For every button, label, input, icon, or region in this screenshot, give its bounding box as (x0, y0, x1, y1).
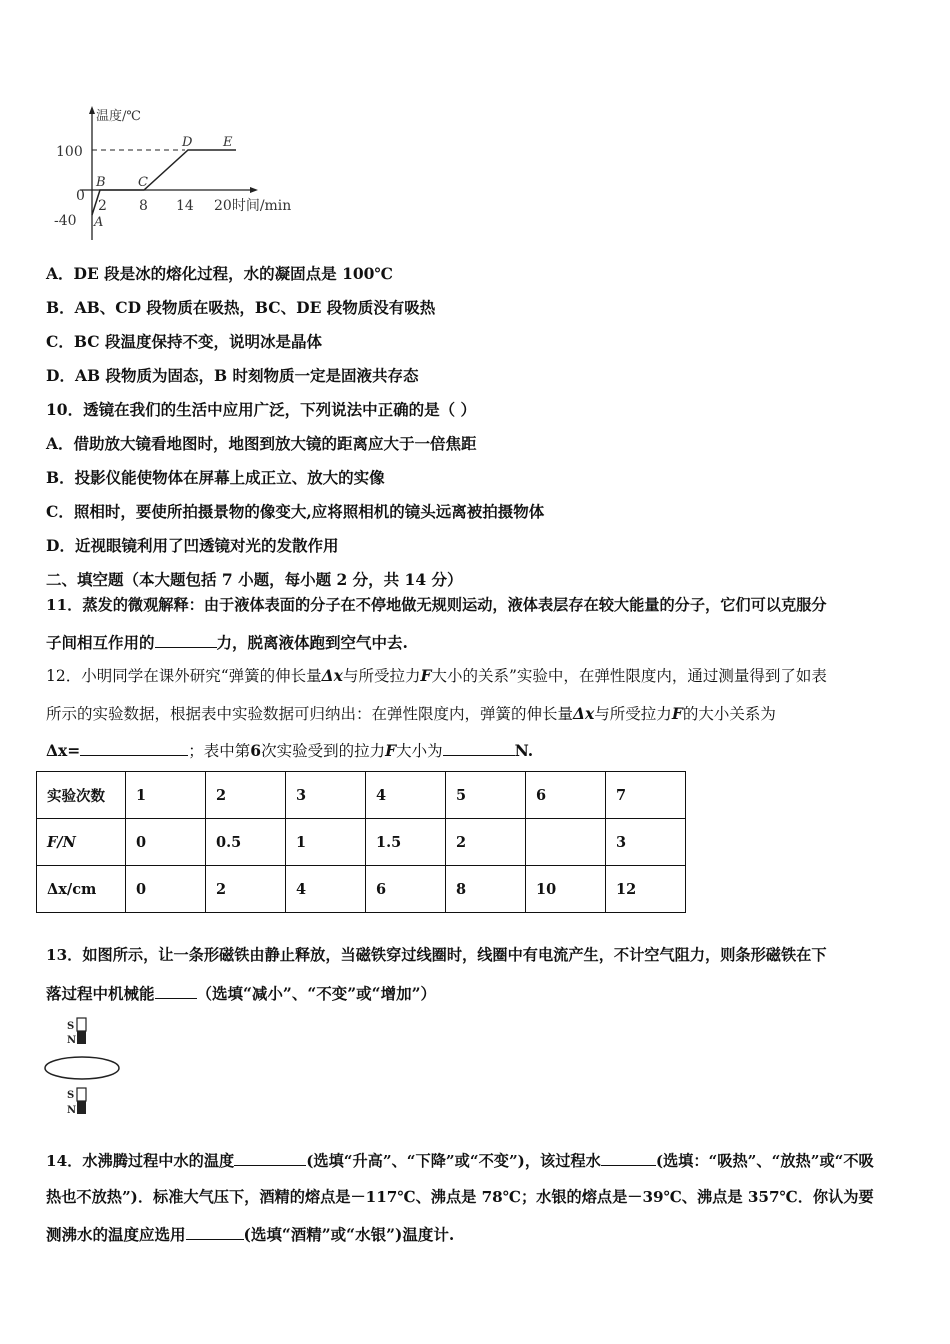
y-tick-minus40: -40 (54, 213, 77, 229)
magnet-top-s-label: S (67, 1021, 75, 1032)
table-cell: 5 (446, 772, 526, 819)
q14-text: 14．水沸腾过程中水的温度 (46, 1152, 235, 1170)
q12-text: 12．小明同学在课外研究“弹簧的伸长量 (46, 667, 322, 685)
q14-text: (选填“升高”、“下降”或“不变”)，该过程水 (306, 1152, 601, 1170)
q12-text: 大小的关系”实验中，在弹性限度内，通过测量得到了如表 (431, 667, 827, 685)
table-cell: 2 (206, 866, 286, 913)
q9-option-a (46, 262, 393, 284)
table-cell: 0 (126, 866, 206, 913)
option-text: 照相时，要使所拍摄景物的像变大,应将照相机的镜头远离被拍摄物体 (73, 502, 545, 521)
magnet-top-n (77, 1031, 86, 1044)
table-cell: 7 (606, 772, 686, 819)
table-cell: 10 (526, 866, 606, 913)
f-symbol: F (420, 666, 432, 685)
magnet-bottom-n (77, 1101, 86, 1114)
q12-line2 (46, 702, 776, 724)
option-text: BC 段温度保持不变，说明冰是晶体 (73, 332, 322, 351)
table-cell: 1.5 (366, 819, 446, 866)
table-row (37, 772, 686, 819)
table-cell: 3 (286, 772, 366, 819)
table-cell: 0 (126, 819, 206, 866)
point-e: E (223, 135, 233, 150)
q14-text: (选填“酒精”或“水银”)温度计. (243, 1225, 455, 1244)
magnet-bottom-s (77, 1088, 86, 1101)
point-a: A (94, 215, 104, 230)
x-tick-8: 8 (139, 198, 148, 214)
q13-line2 (46, 982, 436, 1004)
dx-symbol: Δx (573, 704, 595, 723)
q11-text: 子间相互作用的 (46, 633, 155, 652)
option-letter: A． (46, 264, 74, 283)
q14-line3 (46, 1223, 454, 1245)
q13-line1: 13．如图所示，让一条形磁铁由静止释放，当磁铁穿过线圈时，线圈中有电流产生，不计空气阻力，则条形磁铁在下 (46, 946, 827, 964)
table-cell: 1 (286, 819, 366, 866)
y-tick-0: 0 (76, 188, 85, 204)
temperature-time-graph (40, 100, 330, 245)
q13-text: 落过程中机械能 (46, 984, 155, 1003)
data-table (36, 771, 686, 913)
answer-blank[interactable] (186, 1224, 244, 1240)
option-text: DE 段是冰的熔化过程，水的凝固点是 100℃ (73, 264, 394, 283)
unit: N. (514, 741, 534, 760)
q14-text: 测沸水的温度应选用 (46, 1225, 186, 1244)
option-letter: D． (46, 536, 75, 555)
answer-blank-force[interactable] (443, 740, 515, 756)
magnet-coil-figure (40, 1012, 130, 1122)
table-cell: 3 (606, 819, 686, 866)
option-letter: C． (46, 332, 74, 351)
option-letter: A． (46, 434, 74, 453)
table-cell: 6 (366, 866, 446, 913)
q12-text: 次实验受到的拉力 (261, 742, 386, 760)
q11-text: 力，脱离液体跑到空气中去. (216, 633, 408, 652)
answer-blank-relation[interactable] (80, 740, 188, 756)
table-row (37, 866, 686, 913)
point-d: D (182, 135, 193, 150)
table-cell: 4 (286, 866, 366, 913)
point-b: B (96, 175, 106, 190)
table-cell: 0.5 (206, 819, 286, 866)
option-letter: B． (46, 298, 75, 317)
q14-text: (选填：“吸热”、“放热”或“不吸 (655, 1152, 874, 1170)
magnet-bottom-s-label: S (67, 1090, 75, 1101)
y-axis-arrow (89, 106, 95, 114)
q14-line1 (46, 1150, 874, 1171)
q12-text: 大小为 (396, 742, 443, 760)
option-text: 投影仪能使物体在屏幕上成正立、放大的实像 (74, 468, 385, 487)
q12-text: 与所受拉力 (594, 705, 672, 723)
q9-option-b (46, 296, 435, 318)
q13-text: （选填“减小”、“不变”或“增加”） (196, 984, 437, 1003)
answer-blank[interactable] (155, 632, 217, 648)
option-text: AB 段物质为固态，B 时刻物质一定是固液共存态 (74, 366, 419, 385)
q10-option-c (46, 500, 544, 522)
q10-option-a (46, 432, 477, 454)
answer-blank[interactable] (234, 1150, 306, 1166)
table-cell: 1 (126, 772, 206, 819)
coil (45, 1057, 119, 1079)
answer-blank[interactable] (155, 983, 197, 999)
q10-option-b (46, 466, 385, 488)
trial-number: 6 (250, 741, 262, 760)
q12-line3 (46, 739, 533, 761)
y-axis-label: 温度/℃ (96, 109, 141, 124)
answer-blank[interactable] (601, 1150, 656, 1166)
table-cell-empty[interactable] (526, 819, 606, 866)
table-cell: 实验次数 (37, 772, 126, 819)
x-tick-14: 14 (176, 198, 194, 214)
q12-text: 所示的实验数据，根据表中实验数据可归纳出：在弹性限度内，弹簧的伸长量 (46, 705, 574, 723)
magnet-top-s (77, 1018, 86, 1031)
magnet-bottom-n-label: N (67, 1105, 77, 1116)
option-letter: C． (46, 502, 74, 521)
table-row (37, 819, 686, 866)
table-cell: F/N (37, 819, 126, 866)
f-symbol: F (671, 704, 683, 723)
y-tick-100: 100 (56, 144, 83, 160)
q10-stem: 10．透镜在我们的生活中应用广泛，下列说法中正确的是（ ） (46, 400, 476, 419)
option-text: AB、CD 段物质在吸热，BC、DE 段物质没有吸热 (74, 298, 436, 317)
q11-line2 (46, 631, 408, 653)
q11-line1: 11．蒸发的微观解释：由于液体表面的分子在不停地做无规则运动，液体表层存在较大能量的分子，它们可以克服分 (46, 596, 827, 614)
option-text: 近视眼镜利用了凹透镜对光的发散作用 (74, 536, 339, 555)
option-text: 借助放大镜看地图时，地图到放大镜的距离应大于一倍焦距 (73, 434, 477, 453)
table-cell: 2 (206, 772, 286, 819)
f-symbol: F (385, 741, 397, 760)
table-cell: 2 (446, 819, 526, 866)
q12-line1 (46, 664, 827, 686)
q12-text: 的大小关系为 (682, 705, 776, 723)
x-tick-2: 2 (98, 198, 107, 214)
table-cell: 6 (526, 772, 606, 819)
table-cell: 8 (446, 866, 526, 913)
point-c: C (138, 175, 148, 190)
q12-text: ；表中第 (188, 742, 251, 760)
x-axis-label: 20时间/min (214, 198, 292, 214)
option-letter: B． (46, 468, 75, 487)
x-axis-arrow (250, 187, 258, 193)
dx-equals: Δx= (46, 741, 81, 760)
table-cell: 12 (606, 866, 686, 913)
dx-symbol: Δx (321, 666, 343, 685)
magnet-top-n-label: N (67, 1035, 77, 1046)
table-cell: Δx/cm (37, 866, 126, 913)
section-title: 二、填空题（本大题包括 7 小题，每小题 2 分，共 14 分） (46, 570, 463, 589)
q9-option-c (46, 330, 322, 352)
q10-option-d (46, 534, 338, 556)
option-letter: D． (46, 366, 75, 385)
q14-line2: 热也不放热”)．标准大气压下，酒精的熔点是－117℃、沸点是 78℃；水银的熔点是－39℃、沸点是 357℃．你认为要 (46, 1188, 874, 1206)
q9-option-d (46, 364, 418, 386)
q12-text: 与所受拉力 (342, 667, 421, 685)
table-cell: 4 (366, 772, 446, 819)
